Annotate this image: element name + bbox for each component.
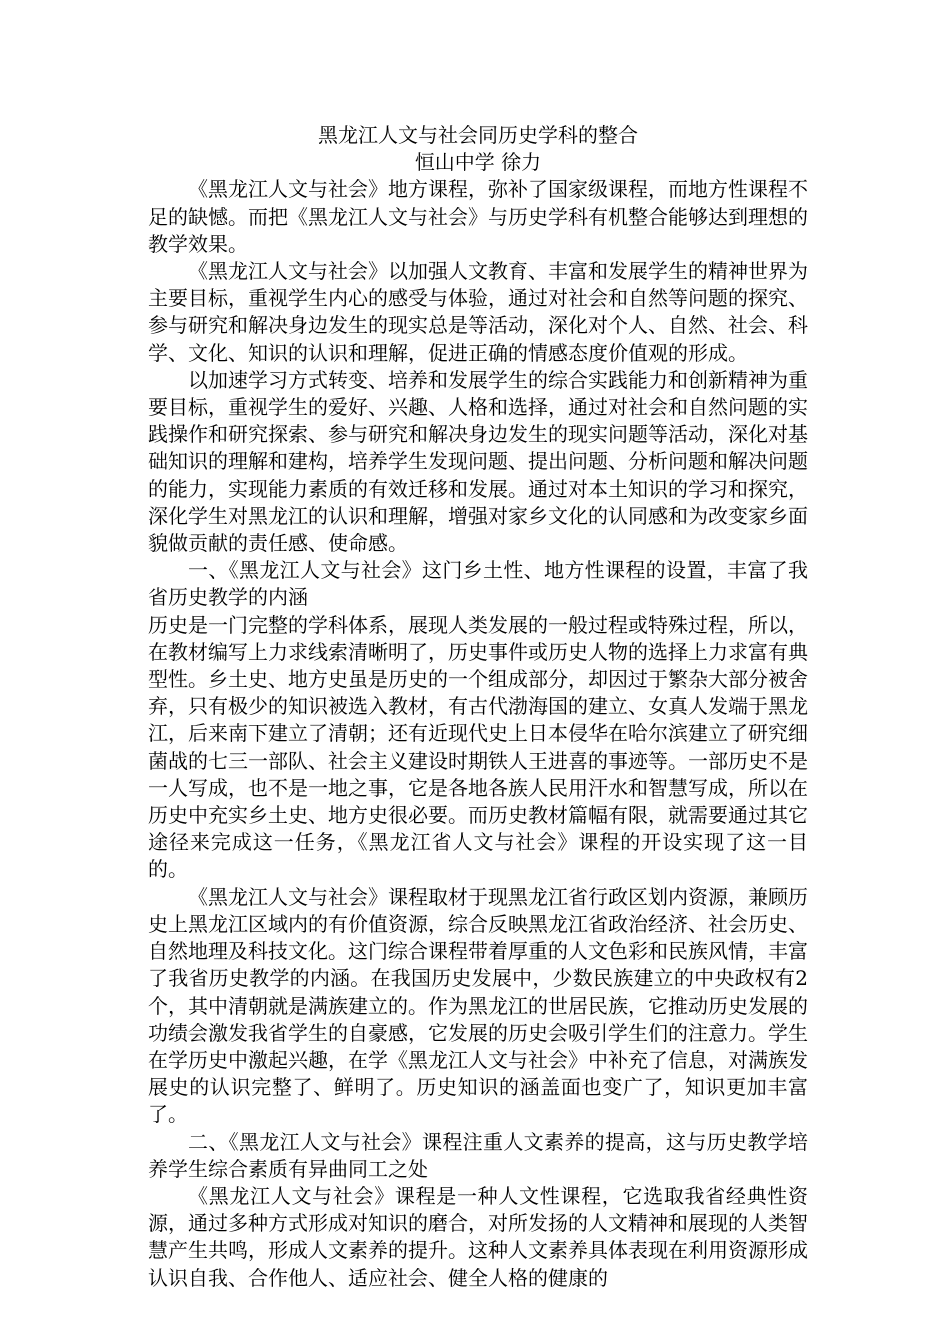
paragraph-6: 《黑龙江人文与社会》课程是一种人文性课程，它选取我省经典性资源，通过多种方式形成对知识的磨合，对所发扬的人文精神和展现的人类智慧产生共鸣，形成人文素养的提升。这种人文素养具体表现在利用资源形成认识自我、合作他人、适应社会、健全人格的健康的 xyxy=(148,1183,808,1290)
document-page xyxy=(148,122,808,1292)
paragraph-3: 以加速学习方式转变、培养和发展学生的综合实践能力和创新精神为重要目标，重视学生的爱好、兴趣、人格和选择，通过对社会和自然问题的实践操作和研究探索、参与研究和解决身边发生的现实问题等活动，深化对基础知识的理解和建构，培养学生发现问题、提出问题、分析问题和解决问题的能力，实现能力素质的有效迁移和发展。通过对本土知识的学习和探究，深化学生对黑龙江的认识和理解，增强对家乡文化的认同感和为改变家乡面貌做贡献的责任感、使命感。 xyxy=(148,367,808,556)
section-heading-1: 一、《黑龙江人文与社会》这门乡土性、地方性课程的设置，丰富了我省历史教学的内涵 xyxy=(148,558,808,610)
section-heading-2: 二、《黑龙江人文与社会》课程注重人文素养的提高，这与历史教学培养学生综合素质有异曲同工之处 xyxy=(148,1129,808,1181)
paragraph-1: 《黑龙江人文与社会》地方课程，弥补了国家级课程，而地方性课程不足的缺憾。而把《黑龙江人文与社会》与历史学科有机整合能够达到理想的教学效果。 xyxy=(148,177,808,256)
paragraph-4: 历史是一门完整的学科体系，展现人类发展的一般过程或特殊过程，所以，在教材编写上力求线索清晰明了，历史事件或历史人物的选择上力求富有典型性。乡土史、地方史虽是历史的一个组成部分，却因过于繁杂大部分被舍弃，只有极少的知识被选入教材，有古代渤海国的建立、女真人发端于黑龙江，后来南下建立了清朝；还有近现代史上日本侵华在哈尔滨建立了研究细菌战的七三一部队、社会主义建设时期铁人王进喜的事迹等。一部历史不是一人写成，也不是一地之事，它是各地各族人民用汗水和智慧写成，所以在历史中充实乡土史、地方史很必要。而历史教材篇幅有限，就需要通过其它途径来完成这一任务，《黑龙江省人文与社会》课程的开设实现了这一目的。 xyxy=(148,612,808,882)
paragraph-5: 《黑龙江人文与社会》课程取材于现黑龙江省行政区划内资源，兼顾历史上黑龙江区域内的有价值资源，综合反映黑龙江省政治经济、社会历史、自然地理及科技文化。这门综合课程带着厚重的人文色彩和民族风情，丰富了我省历史教学的内涵。在我国历史发展中，少数民族建立的中央政权有2个，其中清朝就是满族建立的。作为黑龙江的世居民族，它推动历史发展的功绩会激发我省学生的自豪感，它发展的历史会吸引学生们的注意力。学生在学历史中激起兴趣，在学《黑龙江人文与社会》中补充了信息，对满族发展史的认识完整了、鲜明了。历史知识的涵盖面也变广了，知识更加丰富了。 xyxy=(148,884,808,1127)
paragraph-2: 《黑龙江人文与社会》以加强人文教育、丰富和发展学生的精神世界为主要目标，重视学生内心的感受与体验，通过对社会和自然等问题的探究、参与研究和解决身边发生的现实总是等活动，深化对个人、自然、社会、科学、文化、知识的认识和理解，促进正确的情感态度价值观的形成。 xyxy=(148,259,808,365)
document-title: 黑龙江人文与社会同历史学科的整合 xyxy=(318,123,638,147)
document-author: 恒山中学 徐力 xyxy=(414,150,542,175)
